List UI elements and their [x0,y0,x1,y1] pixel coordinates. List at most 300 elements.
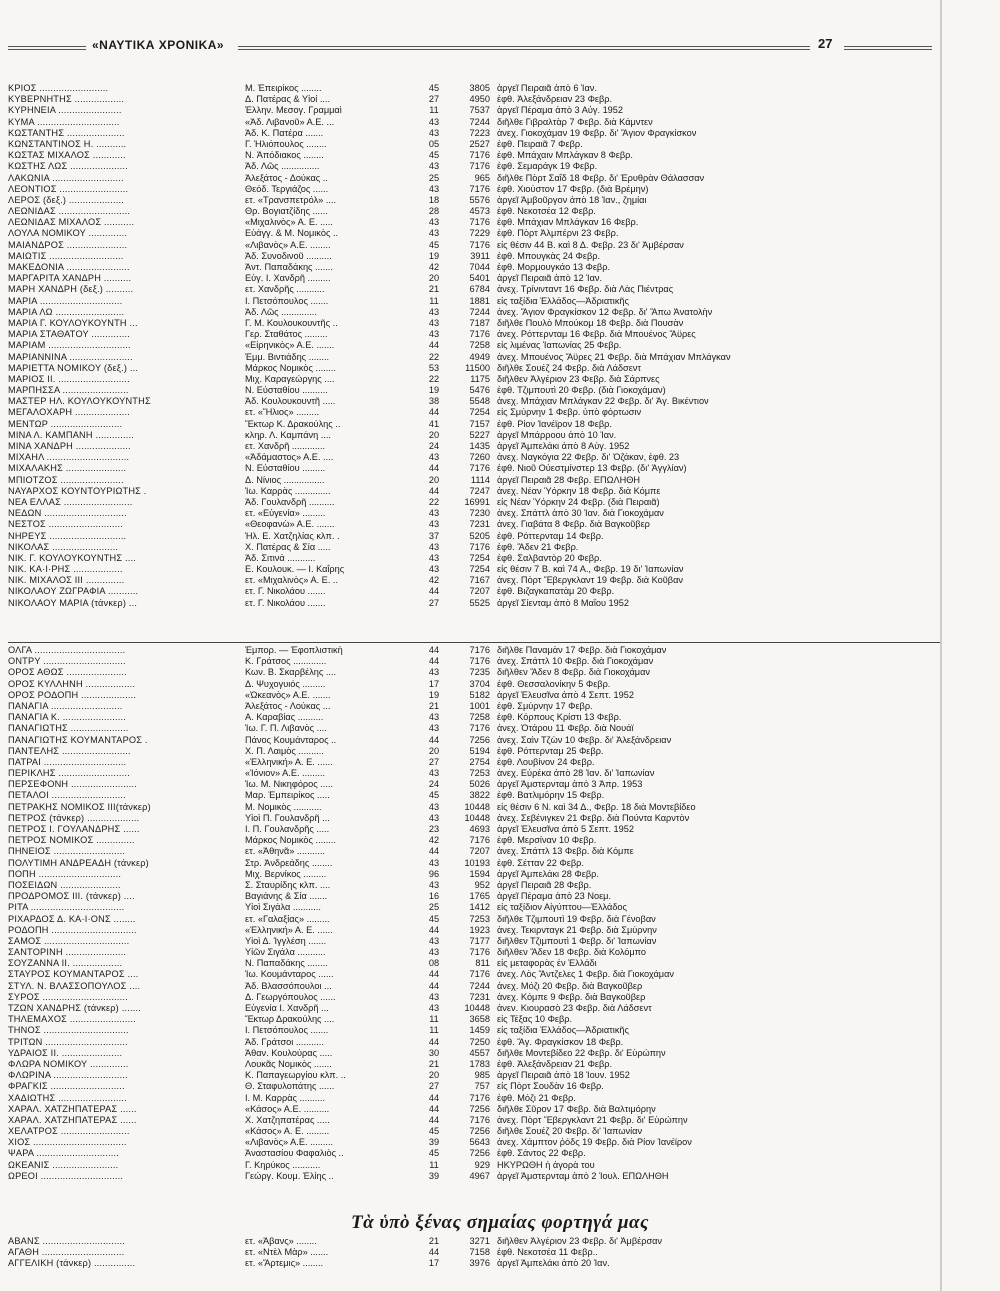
grt-value: 11 [429,1014,439,1025]
owner-agent: «Εἰρηνικὸς» Α.Ε. ....... [245,340,335,351]
ship-position: ἐφθ. Σέτταν 22 Φεβρ. [497,857,584,868]
ship-position: εἰς Πὸρτ Σουδὰν 16 Φεβρ. [497,1081,604,1092]
grt-value: 28 [428,206,440,217]
ship-name: ΠΕΡΙΚΛΗΣ .......................... [8,768,130,779]
grt-value: 43 [428,723,440,734]
dwt-value: 1412 [469,902,490,913]
dwt-value: 929 [474,1159,490,1170]
dwt-value: 7254 [469,564,490,575]
ship-name: ΠΕΤΡΟΣ Ι. ΓΟΥΛΑΝΔΡΗΣ ...... [8,824,140,834]
owner-agent: Ι. Πετσόπουλος ....... [245,295,329,306]
owner-agent: Λουκᾶς Νομικὸς ....... [245,1058,332,1069]
ship-name: ΝΗΡΕΥΣ ............................ [8,530,127,541]
table-row [0,486,1000,497]
dwt-value: 5194 [469,745,490,756]
ship-name: ΝΕΔΩΝ .............................. [8,508,127,519]
table-row [0,329,1000,340]
table-row [0,679,1000,690]
dwt-value: 3822 [469,790,490,801]
ship-name: ΚΩΝΣΤΑΝΤΙΝΟΣ Η. ........... [8,138,127,149]
owner-agent: Ἀλεξάτος - Λούκας ... [245,700,331,711]
dwt-value: 7537 [469,105,490,116]
ship-position: ἀνεχ. Ναγκόγια 22 Φεβρ. δι' Ὀζάκαν, ἐφθ. 23 [497,452,680,463]
owner-agent: Ἠλ. Ε. Χατζηλίας κλπ. . [245,530,340,541]
ship-position: ἀνεχ. Χάμπτον ῥόδς 19 Φεβρ. διὰ Ρίον Ἰανέϊρον [497,1137,692,1148]
owner-agent: ετ. Χανδρῆς ........... [245,284,325,295]
owner-agent: Ἀντ. Παπαδάκης ....... [245,262,333,272]
ship-position: ἀνεχ. Νέαν Ὑόρκην 18 Φεβρ. διὰ Κόμπε [497,485,661,496]
table-row [0,139,1000,150]
dwt-value: 10448 [464,812,490,823]
page-edge [940,0,942,1291]
owner-agent: «Λιβανὸς» Α.Ε. ......... [245,1137,334,1148]
grt-value: 25 [428,902,440,913]
ship-name: ΝΙΚ. ΜΙΧΑΛΟΣ ΙΙΙ .............. [8,575,125,586]
dwt-value: 1765 [469,891,490,902]
owner-agent: «Ἀδ. Λιβανοῦ» Α.Ε. ... [245,116,335,127]
grt-value: 45 [428,913,440,924]
ship-name: ΑΒΑΝΣ .............................. [8,1236,126,1246]
grt-value: 43 [428,801,440,812]
grt-value: 24 [428,779,440,790]
grt-value: 43 [428,452,440,463]
table-row [0,575,1000,586]
ship-name: ΟΡΟΣ ΑΘΩΣ ...................... [8,667,127,678]
ship-name: ΜΑΙΑΝΔΡΟΣ ...................... [8,239,128,250]
owner-agent: Μάρκος Νομικὸς ........ [245,835,336,846]
ship-position: ἐφθ. Κόρπους Κρίστι 13 Φεβρ. [497,712,622,723]
grt-value: 43 [428,183,440,194]
owner-agent: ετ. «Γαλαξίας» ......... [245,913,330,924]
owner-agent: Ν. Παπαδάκης ........ [245,958,328,969]
grt-value: 11 [429,295,439,306]
dwt-value: 7256 [469,1148,490,1159]
ship-position: ἐφθ. Σεμαράγκ 19 Φεβρ. [497,161,598,172]
owner-agent: Ἕκτωρ Κ. Δρακούλης .. [245,418,341,429]
table-row [0,340,1000,351]
dwt-value: 11500 [465,362,490,373]
ship-position: ἀργεῖ Πειραιᾶ ἀπὸ 6 Ἰαν. [497,83,597,93]
table-row [0,441,1000,452]
owner-agent: ετ. Χανδρῆ ............. [245,441,326,451]
grt-value: 22 [428,373,440,384]
table-row [0,385,1000,396]
table-row [0,880,1000,891]
grt-value: 37 [428,530,440,541]
ship-name: ΜΕΝΤΩΡ .......................... [8,418,123,429]
dwt-value: 7230 [469,508,490,519]
dwt-value: 7176 [469,541,490,552]
ship-position: ἐφθ. Μπάχαιν Μπλάγκαν 8 Φεβρ. [497,150,633,161]
table-row [0,463,1000,474]
grt-value: 45 [428,239,440,250]
owner-agent: ετ. «Ντὲλ Μὰρ» ....... [245,1247,329,1258]
ship-name: ΜΑΣΤΕΡ ΗΛ. ΚΟΥΛΟΥΚΟΥΝΤΗΣ [8,396,151,407]
grt-value: 21 [428,1236,440,1246]
dwt-value: 4950 [469,94,490,105]
table-row [0,1070,1000,1081]
dwt-value: 3658 [469,1014,490,1025]
owner-agent: Ἰω. Κουμάνταρος ...... [245,969,334,980]
ship-name: ΟΛΓΑ ................................. [8,645,126,655]
grt-value: 43 [428,564,440,575]
dwt-value: 5401 [469,273,490,284]
dwt-value: 3704 [469,678,490,689]
dwt-value: 5026 [469,779,490,790]
owner-agent: Υἱοὶ Σιγάλα ........... [245,902,321,913]
ship-position: διῆλθεν Ἄδεν 18 Φεβρ. διὰ Κολόμπο [497,947,647,958]
ship-position: ἀργεῖ Σίενταμ ἀπὸ 8 Μαΐου 1952 [497,597,629,608]
owner-agent: ετ. «Τρανσπετρόλ» .... [245,194,337,205]
dwt-value: 952 [474,879,490,890]
ship-position: ἐφθ. Μορμουγκάο 13 Φεβρ. [497,262,610,272]
ship-position: εἰς ταξίδια Ἑλλάδος—Ἀδριατικῆς [497,295,629,306]
ship-name: ΠΕΤΡΟΣ (τάνκερ) ................... [8,812,140,823]
dwt-value: 3271 [469,1236,490,1246]
table-row [0,992,1000,1003]
dwt-value: 7229 [469,228,490,239]
dwt-value: 7176 [469,1092,490,1103]
dwt-value: 7176 [469,969,490,980]
ship-name: ΠΑΝΑΓΙΩΤΗΣ ΚΟΥΜΑΝΤΑΡΟΣ . [8,734,148,745]
table-row [0,206,1000,217]
grt-value: 43 [428,228,440,239]
dwt-value: 7247 [469,485,490,496]
grt-value: 21 [428,1058,440,1069]
owner-agent: ετ. Γ. Νικολάου ....... [245,597,326,608]
dwt-value: 7044 [469,262,490,272]
table-row [0,173,1000,184]
dwt-value: 1435 [469,441,490,451]
table-row [0,735,1000,746]
dwt-value: 7258 [469,712,490,723]
ship-position: ἀργεῖ Ἀμπελάκι ἀπὸ 20 Ἰαν. [497,1258,610,1269]
grt-value: 43 [428,768,440,779]
dwt-value: 7231 [469,991,490,1002]
ship-position: ἀργεῖ Ἀμστερνταμ ἀπὸ 3 Ἀπρ. 1953 [497,779,643,790]
dwt-value: 1459 [469,1025,490,1036]
ship-position: διῆλθε Τζιμπουτὶ 19 Φεβρ. διὰ Γένοβαν [497,913,656,924]
ship-name: ΧΕΛΑΤΡΟΣ ......................... [8,1126,130,1137]
ship-name: ΣΑΝΤΟΡΙΝΗ ...................... [8,947,127,958]
ship-position: ἐφθ. Θεσσαλονίκην 5 Φεβρ. [497,678,611,689]
ship-name: ΜΑΡΙΑ ΣΤΑΘΑΤΟΥ .............. [8,329,130,340]
ship-name: ΠΑΝΑΓΙΩΤΗΣ ..................... [8,723,129,734]
table-row [0,430,1000,441]
owner-agent: Ἀδ. Σιτινά ........... [245,552,316,563]
table-row [0,712,1000,723]
ship-name: ΧΑΡΑΛ. ΧΑΤΖΗΠΑΤΕΡΑΣ ...... [8,1103,137,1114]
table-row [0,83,1000,94]
dwt-value: 7176 [469,656,490,667]
ship-name: ΛΕΟΝΤΙΟΣ ......................... [8,183,129,194]
dwt-value: 7158 [469,1247,490,1258]
grt-value: 44 [428,586,440,597]
table-row [0,925,1000,936]
table-row [0,1115,1000,1126]
grt-value: 20 [428,429,440,440]
table-row [0,195,1000,206]
grt-value: 44 [428,924,440,935]
grt-value: 45 [428,1148,440,1159]
owner-agent: «Ὠκεανὸς» Α.Ε. ....... [245,689,331,700]
owner-agent: Ἰω. Γ. Π. Λιβανὸς .... [245,723,327,734]
grt-value: 44 [428,1247,440,1258]
ship-position: ἀνεν. Κιουρασὸ 23 Φεβρ. διὰ Λάδσεντ [497,1003,652,1013]
ship-position: ἀργεῖ Ἀμπελάκι 28 Φεβρ. [497,868,599,879]
grt-value: 17 [428,678,440,689]
ship-position: εἰς θέσιν 44 Β. καὶ 8 Δ. Φεβρ. 23 δι' Ἀμβέρσαν [497,239,684,250]
table-row [0,284,1000,295]
owner-agent: κληρ. Λ. Καμπάνη .... [245,429,331,440]
ship-name: ΜΑΡΙΑ ΛΩ ......................... [8,306,125,317]
owner-agent: «Ἑλληνική» Α. Ε. ...... [245,756,333,767]
owner-agent: Ἰω. Καρρὰς .............. [245,485,331,496]
table-row [0,117,1000,128]
ship-position: ἀνεχ. Σπάττλ 13 Φεβρ. διὰ Κόμπε [497,846,634,857]
dwt-value: 7176 [469,1114,490,1125]
owner-agent: ετ. «Εὐγενία» ......... [245,508,326,519]
table-row [0,452,1000,463]
dwt-value: 5548 [469,396,490,407]
dwt-value: 1114 [470,474,490,485]
ship-position: ἀργεῖ Ἀμπελάκι ἀπὸ 8 Αὐγ. 1952 [497,441,630,451]
table-row [0,902,1000,913]
ship-name: ΜΙΧΑΗΛ .............................. [8,452,130,463]
ship-name: ΜΑΡΗ ΧΑΝΔΡΗ (δεξ.) .......... [8,284,134,295]
table-row [0,1048,1000,1059]
ship-name: ΜΠΙΟΤΖΟΣ ....................... [8,474,124,485]
table-row [0,1014,1000,1025]
owner-agent: Ἀδ. Λῶς ............... [245,161,320,172]
grt-value: 43 [428,306,440,317]
ship-position: ἐφθ. Ρίον Ἰανέϊρον 18 Φεβρ. [497,418,612,429]
ship-name: ΠΑΝΑΓΙΑ Κ. ....................... [8,712,127,723]
dwt-value: 10448 [464,801,490,812]
table-row [0,824,1000,835]
ship-position: ἀνεχ. Γιοκοχάμαν 19 Φεβρ. δι' Ἅγιον Φραγκίσκον [497,127,697,138]
dwt-value: 3805 [469,83,490,93]
table-row [0,542,1000,553]
ship-name: ΜΑΡΙΕΤΤΑ ΝΟΜΙΚΟΥ (δεξ.) ... [8,362,139,373]
table-row [0,1137,1000,1148]
grt-value: 96 [428,868,440,879]
dwt-value: 7244 [469,980,490,991]
publication-title: «ΝΑΥΤΙΚΑ ΧΡΟΝΙΚΑ» [92,38,225,52]
grt-value: 42 [428,262,440,272]
owner-agent: Ἀδ. Γουλανδρῆ .......... [245,496,335,507]
owner-agent: ετ. «Μιχαλινὸς» Α. Ε. .. [245,575,339,586]
grt-value: 38 [428,396,440,407]
table-row [0,1126,1000,1137]
table-row [0,262,1000,273]
grt-value: 19 [428,689,440,700]
dwt-value: 1923 [469,924,490,935]
grt-value: 42 [428,835,440,846]
owner-agent: Δ. Πατέρας & Υἱοί .... [245,94,331,105]
grt-value: 43 [428,519,440,530]
dwt-value: 1783 [469,1058,490,1069]
owner-agent: Στρ. Ἀνδρεάδης ........ [245,857,333,868]
table-row [0,690,1000,701]
ship-position: ἐφθ. Πὸρτ Ἀλμπέρνι 23 Φεβρ. [497,228,619,239]
dwt-value: 7223 [469,127,490,138]
dwt-value: 4557 [469,1047,490,1058]
ship-name: ΠΡΟΔΡΟΜΟΣ ΙΙΙ. (τάνκερ) .... [8,891,135,902]
grt-value: 22 [428,351,440,362]
ship-name: ΚΥΡΗΝΕΙΑ ....................... [8,105,122,116]
ship-name: ΝΙΚΟΛΑΟΥ ΖΩΓΡΑΦΙΑ ........... [8,586,139,597]
dwt-value: 5227 [469,429,490,440]
ship-name: ΜΙΧΑΛΑΚΗΣ ...................... [8,463,127,474]
ship-name: ΟΡΟΣ ΡΟΔΟΠΗ .................... [8,689,137,700]
ship-position: ἀνεχ. Κόμπε 9 Φεβρ. διὰ Βαγκοῦβερ [497,991,646,1002]
grt-value: 43 [428,879,440,890]
grt-value: 41 [428,418,440,429]
ship-position: ἀνεχ. Σπάττλ 10 Φεβρ. διὰ Γιοκοχάμαν [497,656,654,667]
grt-value: 20 [428,474,440,485]
table-row [0,1059,1000,1070]
page-number: 27 [818,36,833,51]
table-row [0,228,1000,239]
ship-name: ΤΗΝΟΣ ............................... [8,1025,129,1036]
ship-name: ΟΡΟΣ ΚΥΛΛΗΝΗ .................. [8,678,136,689]
dwt-value: 2754 [469,756,490,767]
owner-agent: Εὐάγγ. & Μ. Νομικὸς .. [245,228,339,239]
dwt-value: 10193 [464,857,490,868]
table-row [0,419,1000,430]
owner-agent: Θ. Σταφυλοπάτης ...... [245,1081,335,1092]
table-row [0,790,1000,801]
dwt-value: 4967 [469,1170,490,1181]
ship-name: ΤΖΩΝ ΧΑΝΔΡΗΣ (τάνκερ) ....... [8,1003,141,1013]
owner-agent: «Θεοφανὼ» Α.Ε. ....... [245,519,335,530]
dwt-value: 811 [475,958,490,969]
ship-name: ΜΑΡΙΑΝΝΙΝΑ ....................... [8,351,133,362]
ship-name: ΧΙΟΣ .................................. [8,1137,127,1148]
owner-agent: Υἱοὶ Π. Γουλανδρῆ ... [245,812,330,823]
ship-name: ΠΗΝΕΙΟΣ .......................... [8,846,126,857]
ship-position: διῆλθε Μοντεβίδεο 22 Φεβρ. δι' Εὐρώπην [497,1047,666,1058]
ship-name: ΛΕΩΝΙΔΑΣ .......................... [8,206,131,217]
ship-name: ΝΙΚΟΛΑΣ ........................ [8,541,119,552]
dwt-value: 7253 [469,768,490,779]
ship-position: ἀνεχ. Μπάχιαν Μπλάγκαν 22 Φεβρ. δι' Ἀγ. Βικέντιον [497,396,709,407]
table-row [0,531,1000,542]
ship-position: ἐφθ. Ρόττερνταμ 25 Φεβρ. [497,745,604,756]
ship-name: ΚΩΣΤΑΝΤΗΣ ..................... [8,127,125,138]
ship-position: ἐφθ. Σαλβαντὸρ 20 Φεβρ. [497,552,602,563]
ship-name: ΩΡΕΟΙ .............................. [8,1170,124,1181]
ship-position: διῆλθε Παναμὰν 17 Φεβρ. διὰ Γιοκοχάμαν [497,645,667,655]
table-row [0,779,1000,790]
owner-agent: Γ. Κηρύκος ........... [245,1159,321,1170]
owner-agent: Ε. Κουλουκ. — Ι. Καΐρης [245,564,345,575]
grt-value: 43 [428,127,440,138]
ship-position: ἐφθ. Ἅγ. Φραγκίσκον 18 Φεβρ. [497,1036,624,1047]
table-row [0,1093,1000,1104]
table-row [0,307,1000,318]
table-row [0,981,1000,992]
ship-position: ἀργεῖ Πειραιᾶ 28 Φεβρ. [497,879,592,890]
grt-value: 25 [428,172,440,183]
dwt-value: 5643 [469,1137,490,1148]
table-row [0,363,1000,374]
ship-position: διῆλθεν Ἀλγέριον 23 Φεβρ. διὰ Σάρπνες [497,373,660,384]
table-row [0,475,1000,486]
dwt-value: 1001 [469,700,490,711]
dwt-value: 7177 [469,935,490,946]
ship-name: ΣΟΥΖΑΝΝΑ ΙΙ. .................. [8,958,123,969]
table-row [0,586,1000,597]
dwt-value: 6784 [469,284,490,295]
table-row [0,598,1000,609]
ship-position: διῆλθε Πὸρτ Σαΐδ 18 Φεβρ. δι' Ἐρυθρὰν Θάλασσαν [497,172,705,183]
grt-value: 21 [428,700,440,711]
ship-name: ΝΑΥΑΡΧΟΣ ΚΟΥΝΤΟΥΡΙΩΤΗΣ . [8,485,147,496]
table-row [0,251,1000,262]
table-row [0,667,1000,678]
dwt-value: 7176 [469,463,490,474]
owner-agent: Ἕκτωρ Δρακούλης .... [245,1014,335,1025]
ship-name: ΣΑΜΟΣ ............................... [8,935,130,946]
table-row [0,1025,1000,1036]
table-row [0,396,1000,407]
ship-position: διῆλθεν Ἀλγέριον 23 Φεβρ. δι' Ἀμβέρσαν [497,1236,663,1246]
owner-agent: Χ. Χατζηπατέρας ..... [245,1114,330,1125]
owner-agent: Υἱῶν Σιγάλα ........... [245,947,326,958]
grt-value: 43 [428,217,440,228]
grt-value: 44 [428,645,440,655]
dwt-value: 7176 [469,150,490,161]
ship-position: ἀνεχ. Τεκιρνταγκ 21 Φεβρ. διὰ Σμύρνην [497,924,657,935]
table-row [0,217,1000,228]
owner-agent: Μιχ. Καραγεώργης .... [245,373,335,384]
table-row [0,891,1000,902]
table-row [0,757,1000,768]
owner-agent: Εὐγ. Ι. Χανδρῆ ......... [245,273,331,284]
ship-name: ΜΑΡΓΑΡΙΤΑ ΧΑΝΔΡΗ .......... [8,273,132,284]
grt-value: 44 [428,463,440,474]
dwt-value: 7176 [469,161,490,172]
owner-agent: Θρ. Βογιατζίδης ...... [245,206,328,217]
table-row [0,802,1000,813]
ship-name: ΜΑΚΕΔΟΝΙΑ ....................... [8,262,130,272]
ship-name: ΜΙΝΑ ΧΑΝΔΡΗ .................... [8,441,131,451]
owner-agent: Ἀδ. Κουλουκουντῆ ..... [245,396,336,407]
ship-name: ΝΙΚΟΛΑΟΥ ΜΑΡΙΑ (τάνκερ) ... [8,597,138,608]
owner-agent: «Κάσος» Α. Ε. ......... [245,1126,330,1137]
grt-value: 20 [428,273,440,284]
grt-value: 27 [428,756,440,767]
ship-name: ΤΡΙΤΩΝ .............................. [8,1036,128,1047]
grt-value: 16 [428,891,440,902]
grt-value: 44 [428,969,440,980]
owner-agent: Γεώργ. Κουμ. Ἐλίης .. [245,1170,334,1181]
dwt-value: 7260 [469,452,490,463]
grt-value: 44 [428,1036,440,1047]
owner-agent: Μιχ. Βερνίκος ......... [245,868,327,879]
ship-name: ΠΕΤΡΟΣ ΝΟΜΙΚΟΣ .............. [8,835,135,846]
table-row [0,656,1000,667]
dwt-value: 7231 [469,519,490,530]
ship-name: ΦΛΩΡΙΝΑ ........................... [8,1070,128,1081]
table-row [0,1081,1000,1092]
ship-name: ΡΟΔΟΠΗ ............................... [8,924,137,935]
ship-name: ΝΙΚ. Γ. ΚΟΥΛΟΥΚΟΥΝΤΗΣ .... [8,552,136,563]
grt-value: 43 [428,947,440,958]
owner-agent: Ἀδ. Κ. Πατέρα ....... [245,127,324,138]
